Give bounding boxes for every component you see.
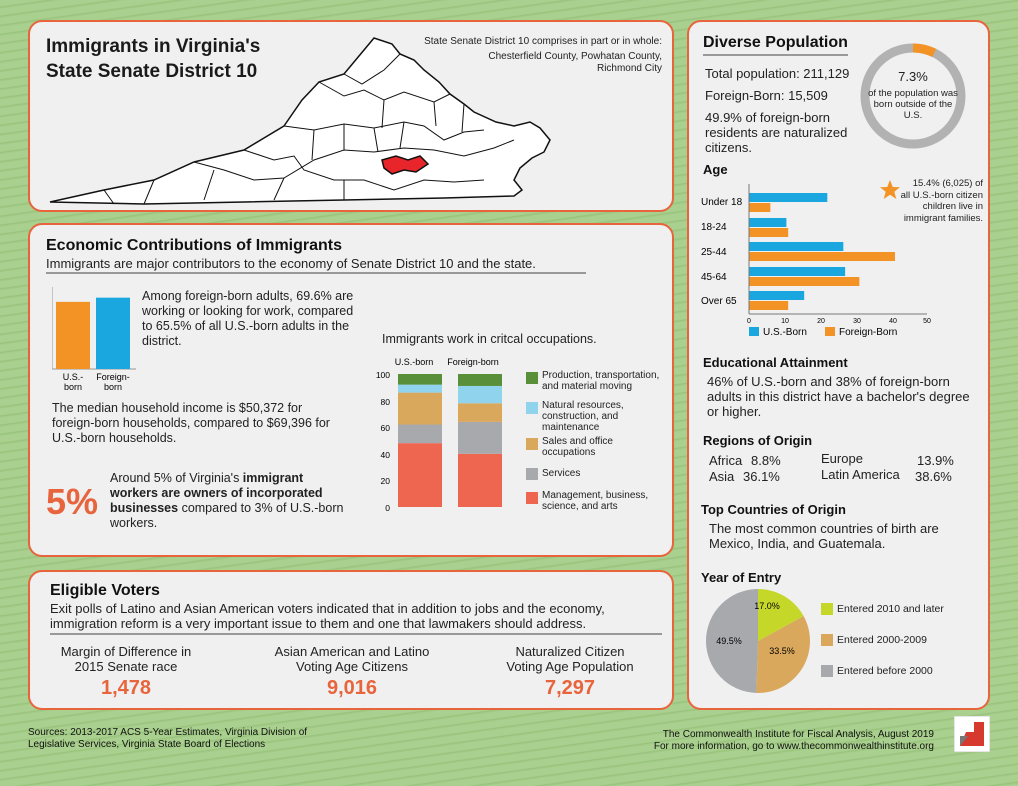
legend-line: occupations	[542, 447, 596, 458]
regions-title: Regions of Origin	[703, 433, 813, 448]
occupation-segment	[398, 393, 442, 425]
age-title: Age	[703, 162, 728, 177]
region-value: 38.6%	[915, 469, 952, 484]
stat-label: Margin of Difference in	[60, 644, 192, 659]
diverse-title: Diverse Population	[703, 34, 848, 56]
age-bar-us-born	[749, 218, 786, 227]
regions-list	[709, 453, 969, 487]
age-note: 15.4% (6,025) of all U.S.-born citizen children live in immigrant families.	[900, 178, 983, 224]
occupation-legend-item	[526, 468, 666, 490]
work-bar-label: Foreign-	[96, 372, 130, 382]
stat-label: Naturalized Citizen	[515, 644, 625, 659]
occupation-legend-item	[526, 400, 666, 436]
occupation-tick: 100	[375, 370, 390, 380]
age-legend-label: U.S.-Born	[763, 327, 807, 338]
district-note-line: Chesterfield County, Powhatan County,	[488, 51, 662, 62]
occupation-col-label: U.S.-born	[394, 357, 434, 367]
occupation-legend-item	[526, 370, 666, 400]
institute-logo	[954, 716, 990, 752]
income-text: The median household income is $50,372 for foreign-born households, compared to $69,396 for U.S.-born households.	[52, 401, 330, 445]
age-bar-foreign-born	[749, 277, 859, 286]
work-bar-foreign-born	[96, 298, 130, 369]
occupation-tick: 20	[380, 476, 390, 486]
pie-label: 17.0%	[754, 601, 780, 611]
age-bar-foreign-born	[749, 252, 895, 261]
region-value: 8.8%	[751, 453, 781, 468]
age-bar-us-born	[749, 242, 843, 251]
stat-label: Voting Age Population	[506, 659, 634, 674]
education-title: Educational Attainment	[703, 355, 848, 370]
occupation-segment	[458, 374, 502, 386]
legend-label: Entered 2010 and later	[837, 603, 944, 615]
education-text: 46% of U.S.-born and 38% of foreign-born adults in this district have a bachelor's degree or higher.	[707, 374, 970, 419]
age-bar-us-born	[749, 267, 845, 276]
legend-line: science, and arts	[542, 501, 618, 512]
legend-label: Services	[542, 468, 581, 479]
naturalized-text: 49.9% of foreign-born residents are naturalized citizens.	[705, 110, 848, 155]
legend-line: maintenance	[542, 422, 600, 433]
donut-caption: of the population was born outside of the U.S.	[868, 88, 958, 121]
owners-text-pre: Around 5% of Virginia's	[110, 471, 243, 485]
district-note-line: Richmond City	[596, 63, 662, 74]
legend-label	[542, 490, 648, 512]
occupation-tick: 0	[385, 503, 390, 513]
sources-line: Legislative Services, Virginia State Board of Elections	[28, 739, 266, 750]
occupation-tick: 40	[380, 450, 390, 460]
divider	[50, 633, 662, 635]
age-bar-us-born	[749, 193, 827, 202]
title-line-1: Immigrants in Virginia's	[46, 36, 261, 57]
age-legend-swatch-fb	[825, 327, 835, 336]
total-population: Total population: 211,129	[705, 66, 850, 81]
voters-panel	[28, 570, 674, 710]
title-line-2: State Senate District 10	[46, 61, 258, 82]
stat-voting-citizens	[260, 644, 444, 700]
countries-title: Top Countries of Origin	[701, 502, 846, 517]
region-name: Africa	[709, 453, 743, 468]
age-tick: 40	[889, 318, 897, 325]
pie-label: 33.5%	[769, 646, 795, 656]
legend-line: Natural resources,	[542, 400, 624, 411]
legend-line: and material moving	[542, 381, 633, 392]
occupation-segment	[398, 443, 442, 507]
donut-percent: 7.3%	[898, 69, 928, 84]
economic-panel	[28, 223, 674, 557]
economic-title: Economic Contributions of Immigrants	[46, 237, 343, 254]
legend-swatch	[526, 372, 538, 384]
age-category-label: Under 18	[701, 197, 743, 208]
occupation-title: Immigrants work in critcal occupations.	[382, 332, 597, 346]
legend-swatch	[526, 492, 538, 504]
age-tick: 0	[747, 318, 751, 325]
entry-legend	[821, 603, 981, 696]
owners-big-percent: 5%	[46, 481, 99, 522]
work-bar-label: U.S.-	[62, 372, 84, 382]
work-bar-chart	[52, 287, 136, 395]
age-bar-us-born	[749, 291, 804, 300]
occupation-segment	[398, 374, 442, 385]
region-name: Europe	[821, 451, 863, 466]
legend-swatch	[526, 468, 538, 480]
age-category-label: 18-24	[701, 222, 727, 233]
age-bar-foreign-born	[749, 301, 788, 310]
legend-line: Production, transportation,	[542, 370, 660, 381]
entry-legend-item	[821, 634, 981, 665]
state-outline	[50, 38, 550, 204]
virginia-district-map	[44, 30, 584, 210]
donut-foreign-born-arc	[913, 48, 934, 53]
occupation-legend	[526, 370, 666, 516]
occupation-legend-item	[526, 490, 666, 516]
legend-swatch	[821, 634, 833, 646]
occupation-legend-item	[526, 436, 666, 468]
voters-title: Eligible Voters	[50, 582, 160, 599]
stat-margin	[36, 644, 216, 700]
entry-title: Year of Entry	[701, 570, 782, 585]
age-tick: 30	[853, 318, 861, 325]
credit-line: For more information, go to www.thecommonwealthinstitute.org	[653, 741, 934, 752]
age-category-label: 45-64	[701, 272, 727, 283]
legend-label	[542, 436, 613, 458]
entry-legend-item	[821, 665, 981, 696]
diverse-population-panel	[687, 20, 990, 710]
voters-subtitle: Exit polls of Latino and Asian American voters indicated that in addition to jobs and the economy, immigration reform is a very important issue to them and one that lawmakers should address.	[50, 601, 605, 631]
countries-text: The most common countries of birth are Mexico, India, and Guatemala.	[709, 521, 939, 551]
pie-label: 49.5%	[716, 636, 742, 646]
entry-legend-item	[821, 603, 981, 634]
occupation-segment	[398, 425, 442, 444]
region-name: Latin America	[821, 467, 900, 482]
legend-line: Management, business,	[542, 490, 649, 501]
sources	[28, 727, 307, 751]
occupation-tick: 60	[380, 423, 390, 433]
occupation-segment	[458, 422, 502, 454]
age-legend-label: Foreign-Born	[839, 327, 898, 338]
age-category-label: Over 65	[701, 296, 737, 307]
occupation-segment	[458, 454, 502, 507]
age-bar-foreign-born	[749, 203, 770, 212]
legend-line: Sales and office	[542, 436, 613, 447]
owners-text-bold: immigrant workers are owners of incorporated businesses	[110, 471, 323, 515]
occupation-segment	[398, 385, 442, 393]
district-note-line: State Senate District 10 comprises in part or in whole:	[424, 36, 662, 47]
economic-subtitle: Immigrants are major contributors to the economy of Senate District 10 and the state.	[46, 256, 536, 271]
region-value: 36.1%	[743, 469, 780, 484]
occupation-segment	[458, 386, 502, 403]
legend-swatch	[821, 665, 833, 677]
legend-label: Entered 2000-2009	[837, 634, 927, 646]
credit-line: The Commonwealth Institute for Fiscal Analysis, August 2019	[662, 729, 934, 740]
legend-swatch	[526, 402, 538, 414]
owners-text	[110, 471, 346, 531]
credit	[654, 729, 934, 753]
stat-label: Asian American and Latino	[274, 644, 430, 659]
stat-value: 1,478	[100, 677, 152, 699]
legend-swatch	[526, 438, 538, 450]
age-category-label: 25-44	[701, 247, 727, 258]
age-bar-foreign-born	[749, 228, 788, 237]
occupation-tick: 80	[380, 397, 390, 407]
age-legend-swatch-us	[749, 327, 759, 336]
stat-naturalized	[490, 644, 650, 700]
sources-line: Sources: 2013-2017 ACS 5-Year Estimates, Virginia Division of	[28, 727, 308, 738]
divider	[46, 272, 586, 274]
occupation-chart	[374, 353, 514, 519]
region-value: 13.9%	[917, 453, 954, 468]
legend-label: Entered before 2000	[837, 665, 933, 677]
occupation-col-label: Foreign-born	[447, 357, 499, 367]
legend-label	[542, 400, 624, 433]
work-bar-us-born	[56, 302, 90, 369]
region-name: Asia	[709, 469, 735, 484]
legend-line: construction, and	[542, 411, 619, 422]
work-bar-label: born	[63, 382, 83, 392]
work-text: Among foreign-born adults, 69.6% are working or looking for work, compared to 65.5% of all U.S.-born adults in the district.	[142, 289, 354, 348]
legend-label	[542, 370, 659, 392]
work-bar-label: born	[103, 382, 123, 392]
stat-value: 7,297	[544, 677, 596, 699]
age-tick: 20	[817, 318, 825, 325]
map-panel	[28, 20, 674, 212]
occupation-segment	[458, 403, 502, 422]
stat-label: 2015 Senate race	[74, 659, 178, 674]
owners-text-post: compared to 3% of U.S.-born workers.	[110, 501, 344, 530]
stat-value: 9,016	[326, 677, 378, 699]
entry-pie	[705, 588, 811, 694]
foreign-born-count: Foreign-Born: 15,509	[705, 88, 828, 103]
stat-label: Voting Age Citizens	[295, 659, 409, 674]
age-tick: 10	[781, 318, 789, 325]
legend-swatch	[821, 603, 833, 615]
age-tick: 50	[923, 318, 931, 325]
